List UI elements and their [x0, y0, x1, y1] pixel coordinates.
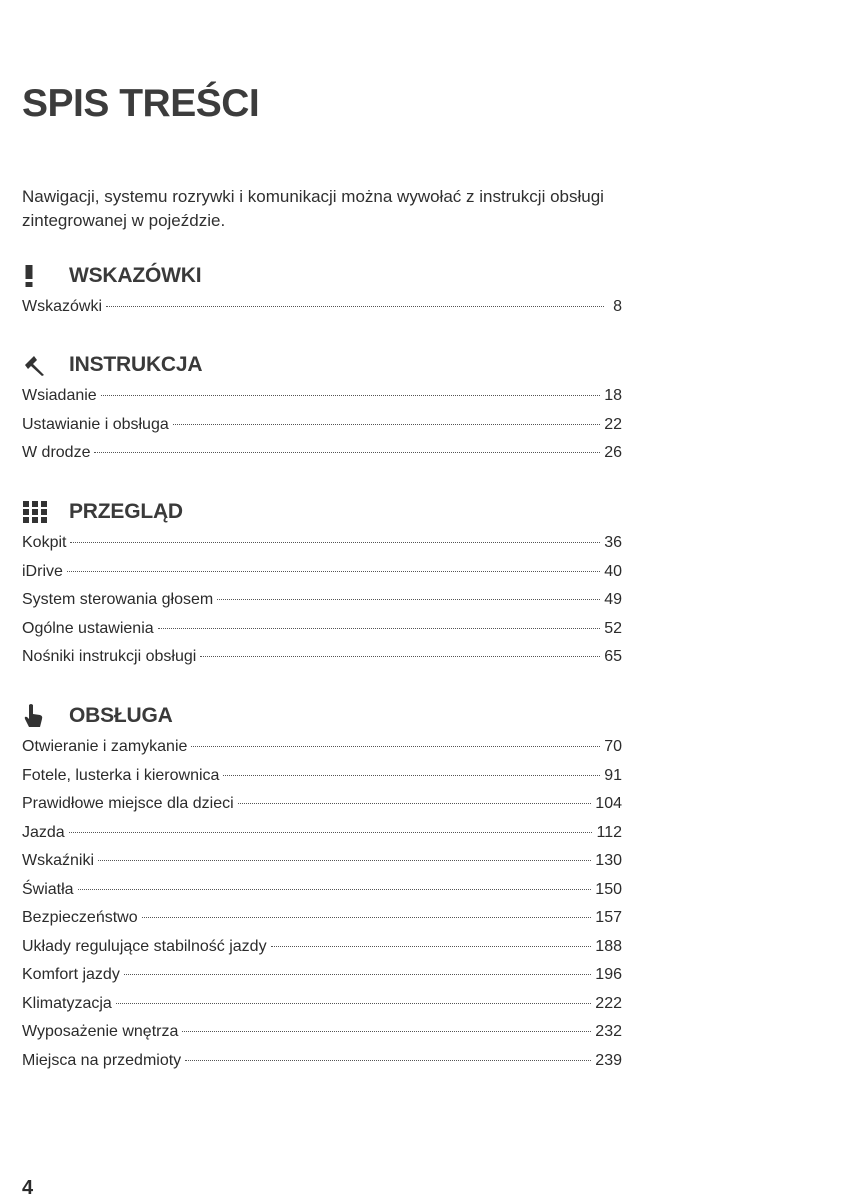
toc-entry[interactable]	[22, 938, 622, 967]
grid-icon	[22, 497, 52, 527]
toc-entry[interactable]	[22, 995, 622, 1024]
toc-entry-page: 22	[604, 415, 622, 433]
toc-entry[interactable]	[22, 563, 622, 592]
toc-entry-label: Wsiadanie	[22, 387, 97, 404]
toc-entry[interactable]	[22, 387, 622, 416]
section-header	[22, 490, 622, 534]
section-header	[22, 343, 622, 387]
section-title: INSTRUKCJA	[69, 353, 203, 376]
leader-dots	[217, 599, 600, 600]
leader-dots	[78, 889, 592, 890]
leader-dots	[67, 571, 600, 572]
toc-entry-page: 52	[604, 619, 622, 637]
toc-entry-page: 65	[604, 648, 622, 665]
toc-entry-label: Kokpit	[22, 534, 67, 551]
section-header	[22, 694, 622, 738]
toc-entry-page: 36	[604, 534, 622, 551]
section-obsluga	[22, 694, 622, 1080]
toc-entry[interactable]	[22, 738, 622, 767]
leader-dots	[271, 946, 592, 947]
toc-entry-page: 232	[595, 1023, 622, 1040]
toc-entry[interactable]	[22, 852, 622, 881]
pin-icon	[22, 350, 52, 380]
toc-entry-page: 40	[604, 562, 622, 580]
toc-entry-page: 8	[613, 298, 622, 315]
toc-entry[interactable]	[22, 1023, 622, 1052]
leader-dots	[101, 395, 601, 396]
toc-entry-label: Miejsca na przedmioty	[22, 1051, 182, 1069]
section-title: PRZEGLĄD	[69, 500, 183, 523]
toc-entry-label: Ogólne ustawienia	[22, 619, 154, 637]
toc-entry[interactable]	[22, 795, 622, 824]
leader-dots	[116, 1003, 591, 1004]
toc-entry-label: Światła	[22, 880, 74, 898]
toc-entry-page: 150	[595, 880, 622, 898]
intro-text: Nawigacji, systemu rozrywki i komunikacji można wywołać z instrukcji obsługi zintegrowanej w pojeździe.	[22, 187, 604, 230]
toc-entry-label: Nośniki instrukcji obsługi	[22, 648, 197, 665]
leader-dots	[173, 424, 600, 425]
toc-entry-page: 239	[595, 1051, 622, 1069]
toc-entry-label: Prawidłowe miejsce dla dzieci	[22, 795, 234, 812]
toc-entry-page: 70	[604, 738, 622, 755]
toc-entry-label: Ustawianie i obsługa	[22, 415, 169, 433]
section-header	[22, 254, 622, 298]
toc-entry-label: Jazda	[22, 823, 65, 841]
toc-entry-page: 130	[595, 852, 622, 869]
leader-dots	[223, 775, 600, 776]
toc-entry[interactable]	[22, 909, 622, 938]
toc-entry-label: Klimatyzacja	[22, 994, 112, 1012]
toc-entry[interactable]	[22, 534, 622, 563]
toc-entry-page: 18	[604, 387, 622, 404]
toc-entry-label: Otwieranie i zamykanie	[22, 738, 188, 755]
toc-entry[interactable]	[22, 648, 622, 677]
toc-entry-page: 188	[595, 937, 622, 955]
toc-entry-page: 157	[595, 909, 622, 926]
leader-dots	[200, 656, 600, 657]
toc-entry[interactable]	[22, 416, 622, 445]
toc-entry-label: Komfort jazdy	[22, 966, 120, 983]
leader-dots	[158, 628, 601, 629]
toc-entry[interactable]	[22, 591, 622, 620]
leader-dots	[185, 1060, 591, 1061]
leader-dots	[106, 306, 604, 307]
toc-entry[interactable]	[22, 881, 622, 910]
toc-entry-page: 26	[604, 444, 622, 461]
toc-entry-page: 222	[595, 994, 622, 1012]
toc-entry-page: 49	[604, 591, 622, 608]
page-title: SPIS TREŚCI	[22, 82, 260, 125]
toc-entry[interactable]	[22, 620, 622, 649]
leader-dots	[69, 832, 593, 833]
toc-entry-label: Fotele, lusterka i kierownica	[22, 766, 220, 784]
hand-pointer-icon	[22, 701, 52, 731]
exclamation-icon	[22, 261, 52, 291]
toc-entry[interactable]	[22, 298, 622, 327]
toc-entry[interactable]	[22, 824, 622, 853]
toc-entry[interactable]	[22, 966, 622, 995]
toc-entry-label: iDrive	[22, 562, 63, 580]
leader-dots	[70, 542, 600, 543]
leader-dots	[191, 746, 600, 747]
toc-entry-label: Wskaźniki	[22, 852, 95, 869]
page-number: 4	[22, 1177, 34, 1199]
toc-entry-label: Wskazówki	[22, 298, 103, 315]
toc-entry-label: System sterowania głosem	[22, 591, 214, 608]
toc-entry-page: 104	[595, 795, 622, 812]
leader-dots	[142, 917, 592, 918]
leader-dots	[124, 974, 591, 975]
leader-dots	[182, 1031, 591, 1032]
toc-entry-label: Bezpieczeństwo	[22, 909, 138, 926]
toc-entry-page: 112	[596, 823, 622, 841]
toc-entry-page: 196	[595, 966, 622, 983]
toc-entry-label: Układy regulujące stabilność jazdy	[22, 937, 267, 955]
toc-entry-page: 91	[604, 766, 622, 784]
leader-dots	[94, 452, 600, 453]
leader-dots	[98, 860, 591, 861]
toc-entry-label: Wyposażenie wnętrza	[22, 1023, 179, 1040]
section-title: WSKAZÓWKI	[69, 264, 202, 287]
section-przeglad	[22, 490, 622, 677]
toc-entry-label: W drodze	[22, 444, 91, 461]
section-title: OBSŁUGA	[69, 704, 173, 727]
section-wskazowki	[22, 254, 622, 327]
toc-entry[interactable]	[22, 1052, 622, 1081]
toc-entry[interactable]	[22, 767, 622, 796]
toc-entry[interactable]	[22, 444, 622, 473]
section-instrukcja	[22, 343, 622, 473]
leader-dots	[238, 803, 592, 804]
